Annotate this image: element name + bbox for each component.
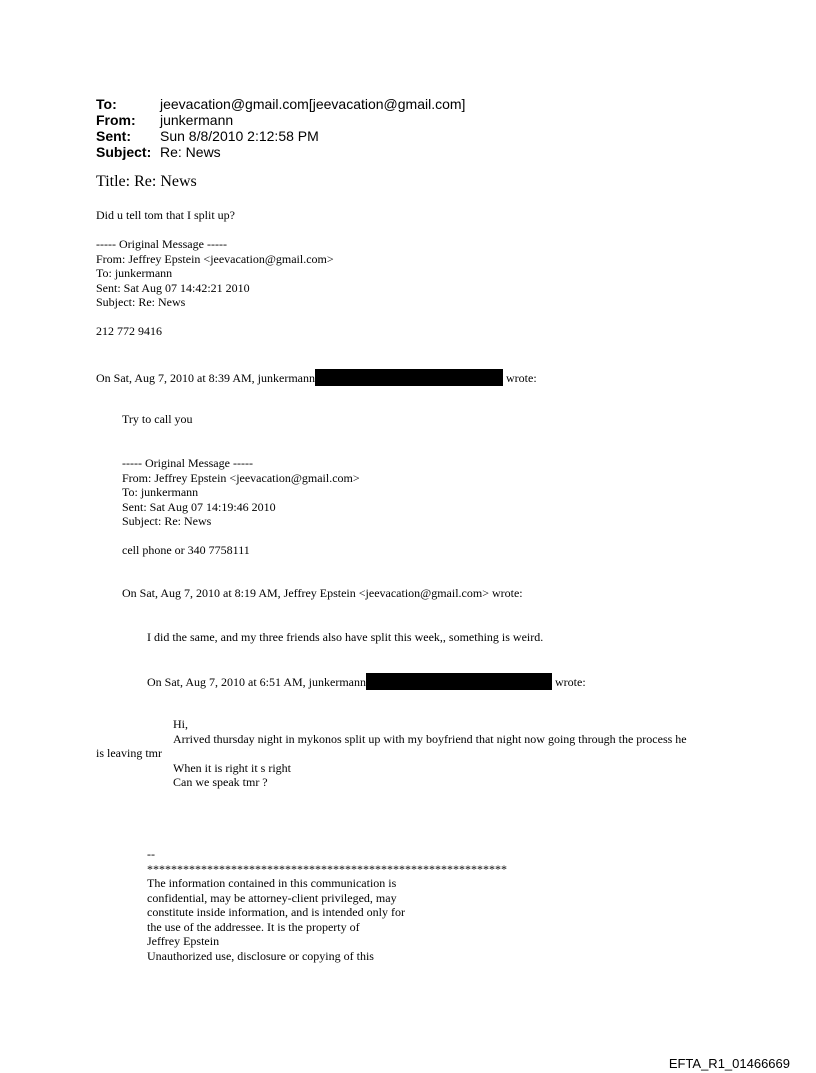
original-line2: When it is right it s right [173, 760, 291, 775]
subject-row [96, 144, 465, 160]
quote2-subject: Subject: Re: News [122, 514, 212, 528]
signature-dashes: -- [147, 847, 155, 861]
signature-line: confidential, may be attorney-client privileged, may [147, 890, 397, 905]
reply1-text: Try to call you [122, 412, 193, 426]
quote1-sent: Sent: Sat Aug 07 14:42:21 2010 [96, 280, 250, 295]
quote1-wrote-suffix: wrote: [506, 371, 537, 385]
sent-label: Sent: [96, 128, 131, 144]
original-line3: Can we speak tmr ? [173, 775, 268, 789]
quote2-sent: Sent: Sat Aug 07 14:19:46 2010 [122, 499, 276, 514]
signature-stars: ************************************************************ [147, 861, 507, 876]
quote3-wrote-suffix: wrote: [555, 675, 586, 689]
quote2-divider: ----- Original Message ----- [122, 456, 253, 470]
from-value: junkermann [160, 112, 234, 128]
original-line1-continued: is leaving tmr [96, 746, 162, 760]
from-row [96, 112, 465, 128]
quote2-wrote-line: On Sat, Aug 7, 2010 at 8:19 AM, Jeffrey Epstein <jeevacation@gmail.com> wrote: [122, 586, 523, 600]
document-id: EFTA_R1_01466669 [668, 1056, 790, 1071]
reply2-text: I did the same, and my three friends also have split this week,, something is weird. [147, 630, 544, 644]
to-value: jeevacation@gmail.com[jeevacation@gmail.com] [160, 96, 466, 112]
quote1-wrote-line [96, 369, 537, 386]
subject-value: Re: News [160, 144, 221, 160]
redaction-block [366, 673, 552, 690]
quote1-wrote-prefix: On Sat, Aug 7, 2010 at 8:39 AM, junkermann [96, 371, 315, 385]
signature-line: the use of the addressee. It is the property of [147, 919, 360, 934]
quote2-from: From: Jeffrey Epstein <jeevacation@gmail.com> [122, 470, 360, 485]
message-body: Did u tell tom that I split up? [96, 208, 235, 222]
sent-value: Sun 8/8/2010 2:12:58 PM [160, 128, 319, 144]
quote1-from: From: Jeffrey Epstein <jeevacation@gmail.com> [96, 251, 334, 266]
quote1-divider: ----- Original Message ----- [96, 237, 227, 251]
original-greeting: Hi, [173, 717, 188, 731]
quote3-wrote-prefix: On Sat, Aug 7, 2010 at 6:51 AM, junkermann [147, 675, 366, 689]
signature-line: constitute inside information, and is intended only for [147, 905, 405, 919]
quote1-to: To: junkermann [96, 266, 173, 280]
redaction-block [315, 369, 503, 386]
quote3-wrote-line [147, 673, 586, 690]
subject-label: Subject: [96, 144, 152, 160]
sent-row [96, 128, 465, 144]
to-row [96, 96, 465, 112]
original-line1: Arrived thursday night in mykonos split up with my boyfriend that night now going through the process he [173, 731, 687, 746]
from-label: From: [96, 112, 136, 128]
message-title: Title: Re: News [96, 173, 197, 190]
email-header [96, 96, 465, 160]
quote2-to: To: junkermann [122, 485, 199, 499]
quote2-body: cell phone or 340 7758111 [122, 543, 250, 557]
signature-line: The information contained in this communication is [147, 876, 397, 890]
signature-line: Jeffrey Epstein [147, 934, 220, 948]
quote1-body: 212 772 9416 [96, 324, 162, 338]
quote1-subject: Subject: Re: News [96, 295, 186, 309]
signature-line: Unauthorized use, disclosure or copying of this [147, 948, 374, 963]
to-label: To: [96, 96, 117, 112]
